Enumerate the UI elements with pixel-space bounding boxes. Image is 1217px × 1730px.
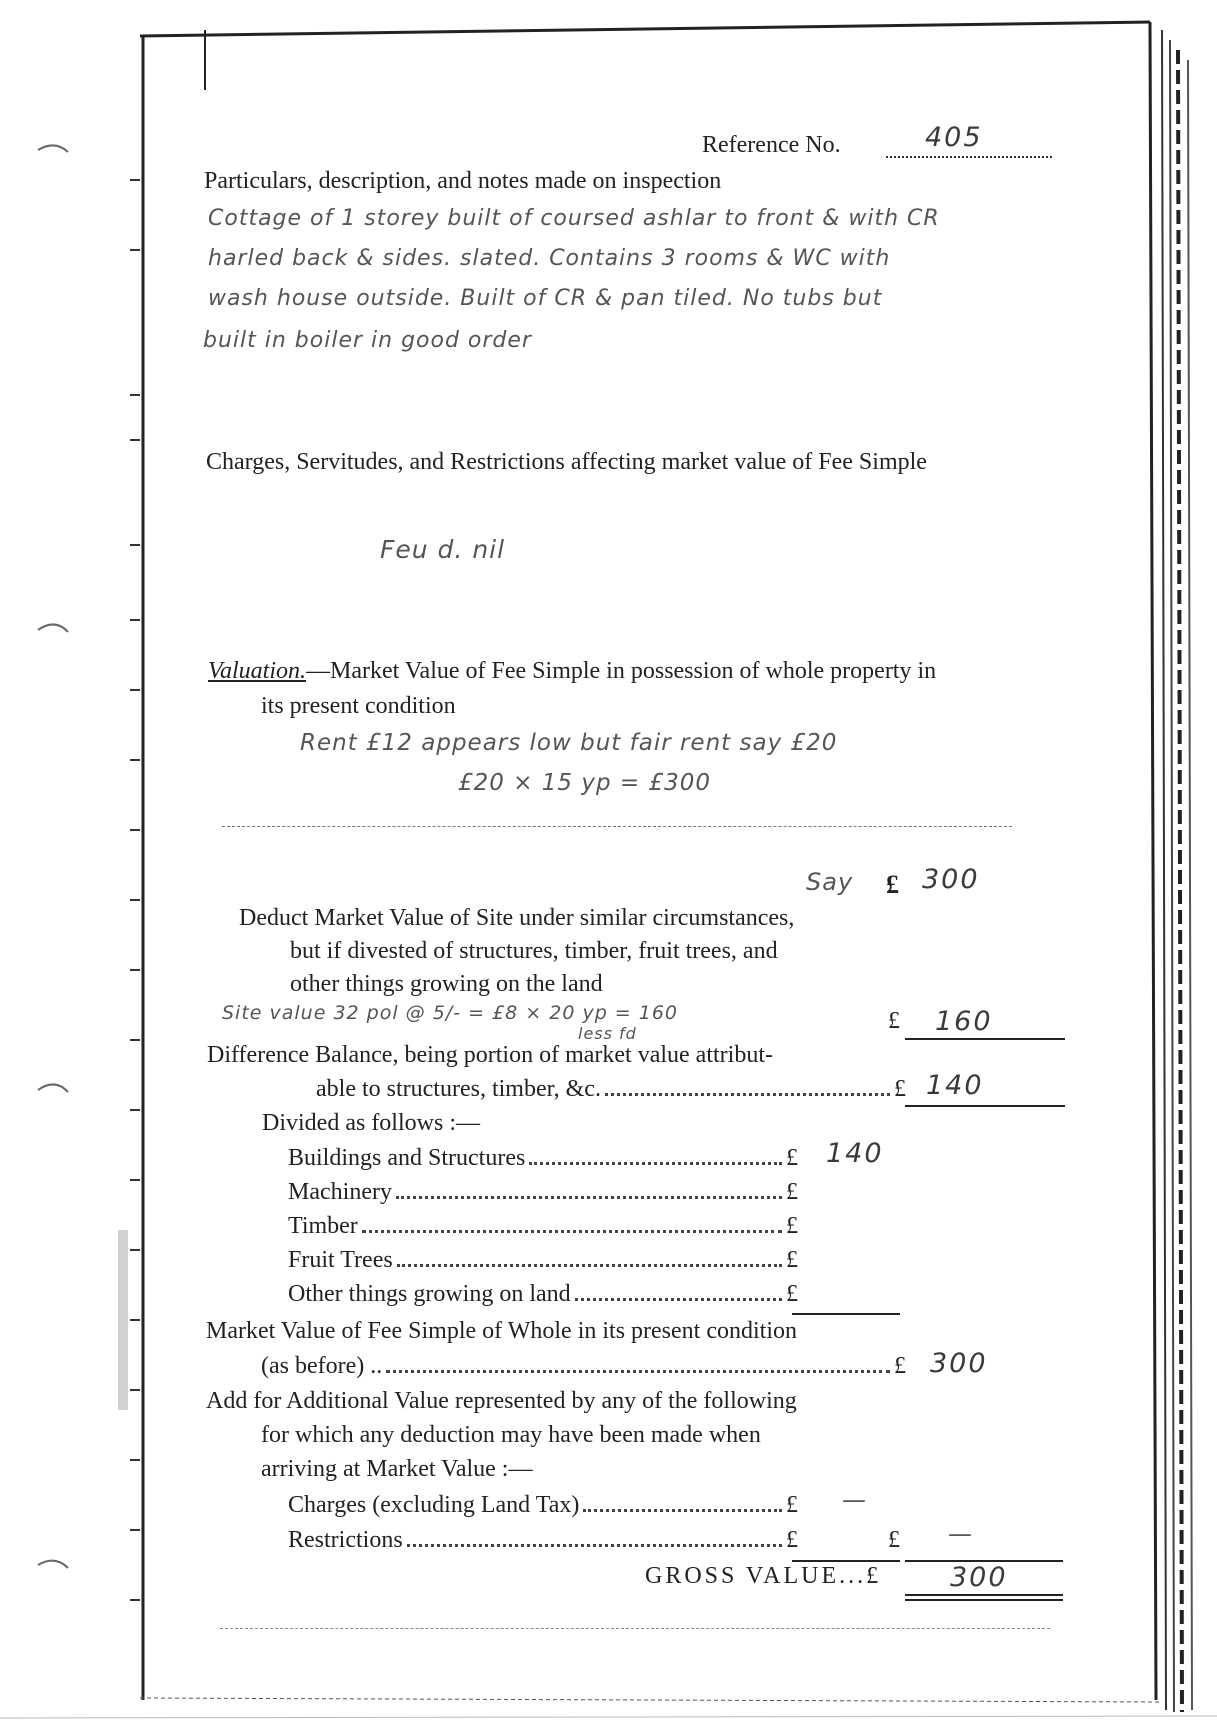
site-value: 160 <box>935 1006 993 1037</box>
divided-total-rule <box>792 1313 900 1315</box>
site-value-subnote: less fd <box>578 1024 637 1043</box>
divided-item-currency: £ <box>786 1247 798 1273</box>
gross-value-rule-2 <box>905 1599 1063 1601</box>
divided-item-label: Buildings and Structures <box>288 1145 526 1171</box>
deduct-line-1: Deduct Market Value of Site under similar circumstances, <box>239 905 795 931</box>
divided-row <box>288 1145 798 1172</box>
divided-row <box>288 1247 798 1274</box>
divided-heading: Divided as follows :— <box>262 1110 480 1136</box>
reference-label: Reference No. <box>702 132 841 158</box>
market-whole-line-2: (as before) .. <box>261 1353 383 1379</box>
divided-item-currency: £ <box>786 1145 798 1171</box>
additional-total-currency: £ <box>888 1527 900 1553</box>
divided-item-currency: £ <box>786 1179 798 1205</box>
leader-dots <box>575 1298 782 1301</box>
gross-value: 300 <box>950 1562 1008 1593</box>
additional-item-currency: £ <box>786 1527 798 1553</box>
reference-number: 405 <box>925 122 983 153</box>
charges-heading: Charges, Servitudes, and Restrictions affecting market value of Fee Simple <box>206 449 927 475</box>
leader-dots <box>529 1162 782 1165</box>
divided-item-label: Timber <box>288 1213 358 1239</box>
site-value-rule <box>905 1038 1065 1040</box>
difference-currency: £ <box>894 1076 906 1102</box>
market-whole-currency: £ <box>894 1353 906 1379</box>
leader-dots <box>397 1264 782 1267</box>
additional-item-currency: £ <box>786 1492 798 1518</box>
market-whole-line-1: Market Value of Fee Simple of Whole in its present condition <box>206 1318 797 1344</box>
valuation-note-1: Rent £12 appears low but fair rent say £20 <box>300 730 838 756</box>
particulars-heading: Particulars, description, and notes made on inspection <box>204 168 722 194</box>
additional-line-2: for which any deduction may have been made when <box>261 1422 761 1448</box>
valuation-note-2: £20 × 15 yp = £300 <box>458 770 712 796</box>
divided-item-value: 140 <box>826 1138 884 1169</box>
additional-item-label: Charges (excluding Land Tax) <box>288 1492 580 1518</box>
site-value-currency: £ <box>888 1008 900 1034</box>
leader-dots <box>396 1196 782 1199</box>
additional-item-label: Restrictions <box>288 1527 403 1553</box>
divided-item-label: Fruit Trees <box>288 1247 393 1273</box>
divided-item-currency: £ <box>786 1281 798 1307</box>
valuation-text-1: —Market Value of Fee Simple in possession of whole property in <box>306 658 937 684</box>
difference-line-1: Difference Balance, being portion of market value attribut- <box>207 1042 773 1068</box>
leader-dots <box>605 1093 890 1096</box>
valuation-text-2: its present condition <box>261 693 456 719</box>
leader-dots <box>362 1230 782 1233</box>
charges-note: Feu d. nil <box>380 535 506 564</box>
divided-row <box>288 1179 798 1206</box>
difference-row <box>316 1076 906 1103</box>
additional-total-value: — <box>948 1520 973 1548</box>
leader-dots <box>407 1544 782 1547</box>
particulars-note-line: built in boiler in good order <box>203 328 532 353</box>
reference-dotted-line <box>886 156 1052 159</box>
market-value-currency: £ <box>886 870 899 899</box>
additional-row <box>288 1492 798 1519</box>
additional-line-1: Add for Additional Value represented by any of the following <box>206 1388 797 1414</box>
valuation-dashed-rule <box>222 826 1012 828</box>
divided-item-currency: £ <box>786 1213 798 1239</box>
market-whole-row <box>261 1353 906 1380</box>
bottom-dashed-rule <box>220 1628 1050 1630</box>
additional-items-rule <box>792 1560 900 1562</box>
valuation-line-1 <box>208 658 936 685</box>
market-whole-value: 300 <box>930 1348 988 1379</box>
difference-value: 140 <box>926 1070 984 1101</box>
gross-value-label: GROSS VALUE...£ <box>645 1563 882 1589</box>
divided-row <box>288 1213 798 1240</box>
divided-row <box>288 1281 798 1308</box>
divided-item-label: Machinery <box>288 1179 392 1205</box>
particulars-note-line: harled back & sides. slated. Contains 3 rooms & WC with <box>208 246 891 271</box>
particulars-note-line: wash house outside. Built of CR & pan tiled. No tubs but <box>208 286 883 311</box>
site-value-note: Site value 32 pol @ 5/- = £8 × 20 yp = 160 <box>222 1002 679 1024</box>
deduct-line-3: other things growing on the land <box>290 971 603 997</box>
leader-dots <box>583 1509 782 1512</box>
divided-item-label: Other things growing on land <box>288 1281 571 1307</box>
deduct-line-2: but if divested of structures, timber, fruit trees, and <box>290 938 778 964</box>
additional-row <box>288 1527 798 1554</box>
valuation-label: Valuation. <box>208 658 307 684</box>
additional-item-value: — <box>842 1486 867 1514</box>
difference-line-2: able to structures, timber, &c. <box>316 1076 601 1102</box>
particulars-note-line: Cottage of 1 storey built of coursed ashlar to front & with CR <box>208 206 940 231</box>
gross-value-rule-1 <box>905 1594 1063 1596</box>
market-value: 300 <box>922 864 980 895</box>
additional-line-3: arriving at Market Value :— <box>261 1456 533 1482</box>
leader-dots <box>386 1370 890 1373</box>
difference-rule <box>905 1105 1065 1107</box>
say-label: Say <box>806 868 854 896</box>
